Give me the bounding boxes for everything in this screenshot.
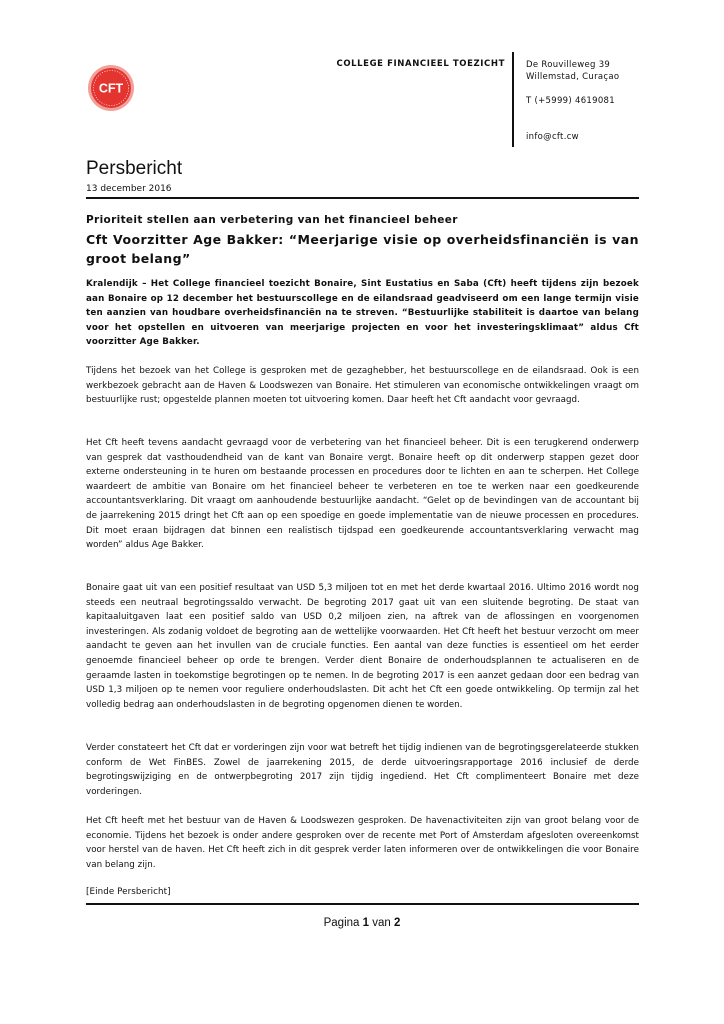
document-title: Persbericht bbox=[86, 158, 183, 179]
cft-logo bbox=[87, 64, 135, 112]
body-paragraph-5: Het Cft heeft met het bestuur van de Haven & Loodswezen gesproken. De havenactiviteiten zijn van groot belang voor de economie. Tijdens het bezoek is onder andere gesproken over de recente met Port of Amsterdam afgesloten overeenkomst voor herstel van de haven. Het Cft heeft zich in dit gesprek verder laten informeren over de ontwikkelingen die voor Bonaire van belang zijn. bbox=[86, 816, 639, 870]
page-number: 1 bbox=[362, 917, 370, 929]
page-indicator bbox=[0, 917, 724, 929]
organization-name: COLLEGE FINANCIEEL TOEZICHT bbox=[336, 59, 505, 69]
document-date: 13 december 2016 bbox=[86, 184, 172, 194]
page-word: Pagina bbox=[323, 917, 360, 929]
body-paragraph-2: Het Cft heeft tevens aandacht gevraagd voor de verbetering van het financieel beheer. Dit is een terugkerend onderwerp van gesprek dat vasthoudendheid van de kant van Bonaire vergt. Bonaire heeft op dit onderwerp stappen gezet door externe ondersteuning in te huren om bestaande processen en procedures door te lichten en aan te scherpen. Het College waardeert de ambitie van Bonaire om het financieel beheer te verbeteren en toe te werken naar een goedkeurende accountantsverklaring. Dit vraagt om aanhoudende bestuurlijke aandacht. “Gelet op de bevindingen van de accountant bij de jaarrekening 2015 dringt het Cft aan op een spoedige en goede implementatie van de nieuwe processen en procedures. Dit moet eraan bijdragen dat binnen een realistisch tijdspad een goedkeurende accountantsverklaring verwacht mag worden” aldus Age Bakker. bbox=[86, 438, 639, 551]
page-total: 2 bbox=[393, 917, 401, 929]
subheadline: Cft Voorzitter Age Bakker: “Meerjarige visie op overheidsfinanciën is van groot belang” bbox=[86, 232, 639, 266]
address-city: Willemstad, Curaçao bbox=[526, 72, 620, 82]
title-rule bbox=[86, 197, 639, 199]
footer-rule bbox=[86, 903, 639, 905]
contact-block bbox=[526, 59, 619, 143]
of-word: van bbox=[372, 917, 391, 929]
phone-number: T (+5999) 4619081 bbox=[526, 96, 615, 106]
lead-paragraph: Kralendijk – Het College financieel toezicht Bonaire, Sint Eustatius en Saba (Cft) heeft tijdens zijn bezoek aan Bonaire op 12 december het bestuurscollege en de eilandsraad geadviseerd om een lange termijn visie ten aanzien van houdbare overheidsfinanciën na te streven. “Bestuurlijke stabiliteit is daartoe van belang voor het opstellen en uitvoeren van meerjarige projecten en voor het investeringsklimaat” aldus Cft voorzitter Age Bakker. bbox=[86, 279, 639, 348]
end-note: [Einde Persbericht] bbox=[86, 887, 171, 897]
body-paragraph-1: Tijdens het bezoek van het College is gesproken met de gezaghebber, het bestuurscollege en de eilandsraad. Ook is een werkbezoek gebracht aan de Haven & Loodswezen van Bonaire. Het stimuleren van economische ontwikkelingen vraagt om bestuurlijke rust; opgestelde plannen moeten tot uitvoering komen. Daar heeft het Cft aandacht voor gevraagd. bbox=[86, 366, 639, 406]
headline: Prioriteit stellen aan verbetering van het financieel beheer bbox=[86, 214, 458, 226]
header-divider bbox=[512, 52, 514, 147]
address-street: De Rouvilleweg 39 bbox=[526, 60, 611, 70]
body-paragraph-3: Bonaire gaat uit van een positief resultaat van USD 5,3 miljoen tot en met het derde kwartaal 2016. Ultimo 2016 wordt nog steeds een neutraal begrotingssaldo verwacht. De begroting 2017 gaat uit van een sluitende begroting. De staat van kapitaaluitgaven laat een positief saldo van USD 0,2 miljoen zien, na aftrek van de aflossingen en voorgenomen investeringen. Als zodanig voldoet de begroting aan de wettelijke voorwaarden. Het Cft heeft het bestuur verzocht om meer aandacht te geven aan het invullen van de cruciale functies. Een aantal van deze functies is essentieel om het eerder genoemde financieel beheer op orde te brengen. Verder dient Bonaire de onderhoudsplannen te actualiseren en de geraamde lasten in toekomstige begrotingen op te nemen. In de begroting 2017 is een aanzet gedaan door een bedrag van USD 1,3 miljoen op te nemen voor reguliere onderhoudslasten. Dit acht het Cft een goede ontwikkeling. Op termijn zal het volledig bedrag aan onderhoudslasten in de begroting opgenomen dienen te worden. bbox=[86, 583, 639, 710]
logo-text: CFT bbox=[98, 81, 124, 96]
email-address: info@cft.cw bbox=[526, 132, 579, 142]
body-paragraph-4: Verder constateert het Cft dat er vorderingen zijn voor wat betreft het tijdig indienen van de begrotingsgerelateerde stukken conform de Wet FinBES. Zowel de jaarrekening 2015, de derde uitvoeringsrapportage 2016 inclusief de derde begrotingswijziging en de ontwerpbegroting 2017 zijn tijdig ingediend. Het Cft complimenteert Bonaire met deze vorderingen. bbox=[86, 743, 639, 797]
